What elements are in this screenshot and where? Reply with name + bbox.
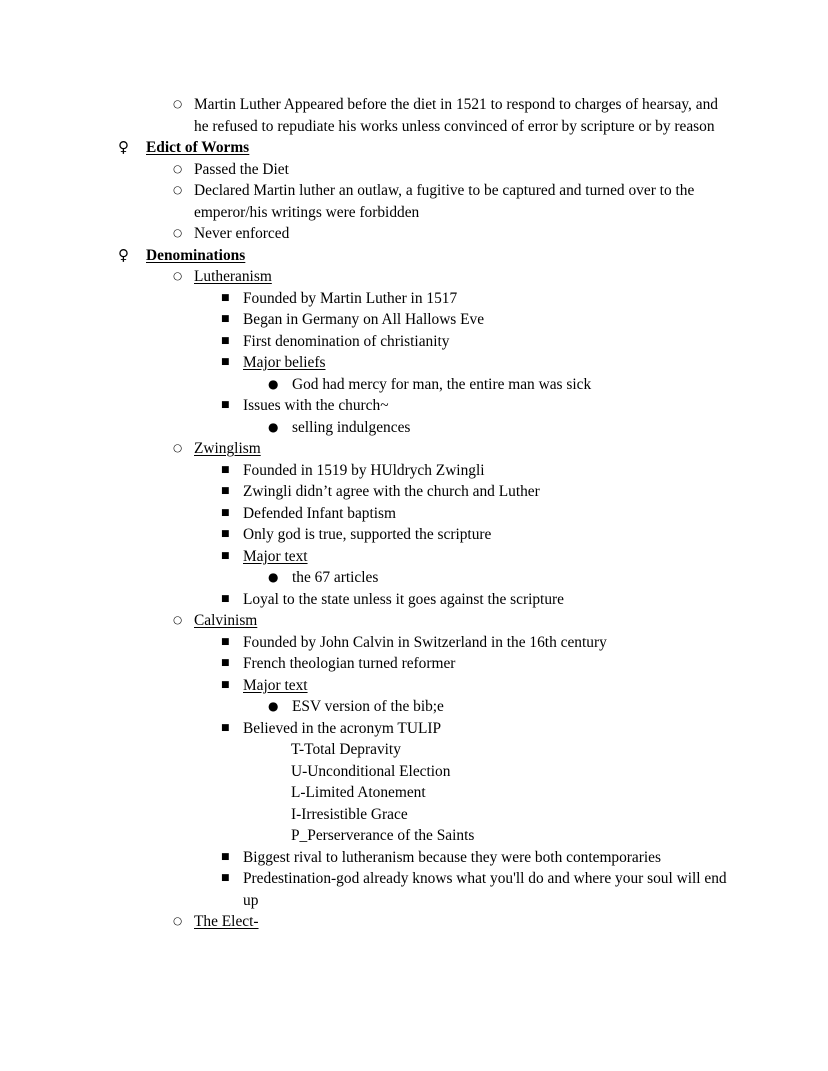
outline-item-text: Loyal to the state unless it goes against the scripture [243,590,564,608]
outline-item-text: Founded by John Calvin in Switzerland in the 16th century [243,633,607,651]
outline-item-text: I-Irresistible Grace [291,805,408,823]
hollow-circle-bullet-icon: ○ [173,184,183,196]
outline-item-level-1 [118,137,733,159]
filled-square-bullet-icon: ■ [221,464,230,475]
outline-item-text: Only god is true, supported the scripture [243,526,492,543]
outline-item-text [194,610,733,632]
heading-text: Edict of Worms [146,139,250,156]
filled-square-bullet-icon: ■ [221,357,230,367]
outline-item-level-2 [118,266,733,288]
outline-item-text: the 67 articles [292,569,379,586]
outline-item-text: P_Perserverance of the Saints [291,827,475,844]
hollow-circle-bullet-icon: ○ [173,98,183,110]
subheading-text: The Elect- [194,913,259,930]
outline-item-level-4 [118,374,733,396]
outline-plain-line [118,804,733,826]
outline-plain-line [118,782,733,804]
outline-item-level-3 [118,868,733,911]
outline-item-text [194,266,733,288]
outline-item-level-4 [118,417,733,439]
outline-item-level-1 [118,245,733,267]
filled-square-bullet-icon: ■ [221,658,230,668]
outline-item-text: Believed in the acronym TULIP [243,719,442,737]
outline-item-text: Passed the Diet [194,160,289,178]
outline-item-level-3 [118,288,733,310]
outline-item-text: Founded in 1519 by HUldrych Zwingli [243,461,485,479]
hollow-circle-bullet-icon: ○ [173,227,183,239]
outline-item-text: Began in Germany on All Hallows Eve [243,311,485,328]
outline-item-level-4 [118,567,733,589]
hollow-circle-bullet-icon: ○ [173,915,183,927]
outline-item-text: Zwingli didn’t agree with the church and Luther [243,483,540,500]
outline-list [118,94,733,933]
outline-item-text: Biggest rival to lutheranism because they were both contemporaries [243,848,661,866]
outline-item-level-3 [118,632,733,654]
outline-item-text: Never enforced [194,225,290,242]
outline-item-level-3 [118,524,733,546]
outline-item-level-3 [118,460,733,482]
outline-item-text: French theologian turned reformer [243,655,456,672]
outline-item-level-3 [118,331,733,353]
filled-square-bullet-icon: ■ [221,529,230,539]
hollow-circle-bullet-icon: ○ [173,442,183,454]
filled-square-bullet-icon: ■ [221,873,230,883]
filled-square-bullet-icon: ■ [221,400,230,410]
outline-item-text [243,675,733,697]
heading-text: Denominations [146,246,246,264]
outline-item-level-2 [118,610,733,632]
outline-plain-line [118,825,733,847]
outline-item-level-3 [118,653,733,675]
outline-item-text: Predestination-god already knows what you'll do and where your soul will end up [243,870,727,909]
outline-item-text [194,911,733,933]
filled-square-bullet-icon: ■ [221,636,230,647]
outline-item-text [146,137,733,159]
outline-item-level-3 [118,395,733,417]
venus-symbol-bullet-icon: ♀ [118,245,129,264]
outline-item-level-2 [118,438,733,460]
outline-item-text: Martin Luther Appeared before the diet in 1521 to respond to charges of hearsay, and he refused to repudiate his works unless convinced of error by scripture or by reason [194,96,718,135]
filled-square-bullet-icon: ■ [221,593,230,604]
outline-item-level-2 [118,911,733,933]
hollow-circle-bullet-icon: ○ [173,270,183,282]
outline-item-level-3 [118,503,733,525]
subheading-text: Major text [243,676,308,694]
outline-item-text [243,546,733,568]
outline-item-level-2 [118,159,733,181]
outline-item-text: ESV version of the bib;e [292,698,444,715]
outline-item-text [243,352,733,374]
outline-item-level-3 [118,675,733,697]
filled-square-bullet-icon: ■ [221,314,230,324]
subheading-text: Calvinism [194,612,258,629]
filled-round-bullet-icon: ● [268,699,279,713]
filled-square-bullet-icon: ■ [221,851,230,862]
outline-item-text: Declared Martin luther an outlaw, a fugitive to be captured and turned over to the emperor/his writings were forbidden [194,182,695,221]
filled-square-bullet-icon: ■ [221,486,230,496]
outline-item-text [194,438,733,460]
outline-item-text: God had mercy for man, the entire man was sick [292,375,592,393]
outline-item-level-3 [118,718,733,740]
outline-item-level-2 [118,94,733,137]
outline-item-text [146,245,733,267]
outline-plain-line [118,739,733,761]
filled-round-bullet-icon: ● [268,419,279,434]
outline-item-level-2 [118,180,733,223]
outline-item-text: T-Total Depravity [291,741,401,758]
subheading-text: Lutheranism [194,268,272,285]
outline-item-text: selling indulgences [292,418,411,436]
outline-item-text: Defended Infant baptism [243,504,396,522]
outline-item-level-4 [118,696,733,718]
outline-item-text: U-Unconditional Election [291,762,451,780]
filled-square-bullet-icon: ■ [221,550,230,561]
outline-item-level-3 [118,481,733,503]
outline-item-level-3 [118,847,733,869]
outline-item-level-3 [118,352,733,374]
outline-item-text: Founded by Martin Luther in 1517 [243,289,458,307]
subheading-text: Zwinglism [194,440,261,457]
filled-square-bullet-icon: ■ [221,335,230,346]
outline-item-text: First denomination of christianity [243,332,450,350]
outline-item-level-3 [118,309,733,331]
outline-plain-line [118,761,733,783]
hollow-circle-bullet-icon: ○ [173,614,183,626]
outline-item-text: Issues with the church~ [243,397,389,414]
outline-item-level-3 [118,546,733,568]
subheading-text: Major text [243,547,308,565]
filled-square-bullet-icon: ■ [221,507,230,518]
outline-item-level-3 [118,589,733,611]
filled-square-bullet-icon: ■ [221,292,230,303]
filled-square-bullet-icon: ■ [221,679,230,690]
filled-round-bullet-icon: ● [268,570,279,584]
outline-item-level-2 [118,223,733,245]
filled-square-bullet-icon: ■ [221,722,230,733]
outline-item-text: L-Limited Atonement [291,784,426,801]
hollow-circle-bullet-icon: ○ [173,162,183,175]
venus-symbol-bullet-icon: ♀ [118,138,129,156]
filled-round-bullet-icon: ● [268,376,279,391]
subheading-text: Major beliefs [243,354,326,371]
